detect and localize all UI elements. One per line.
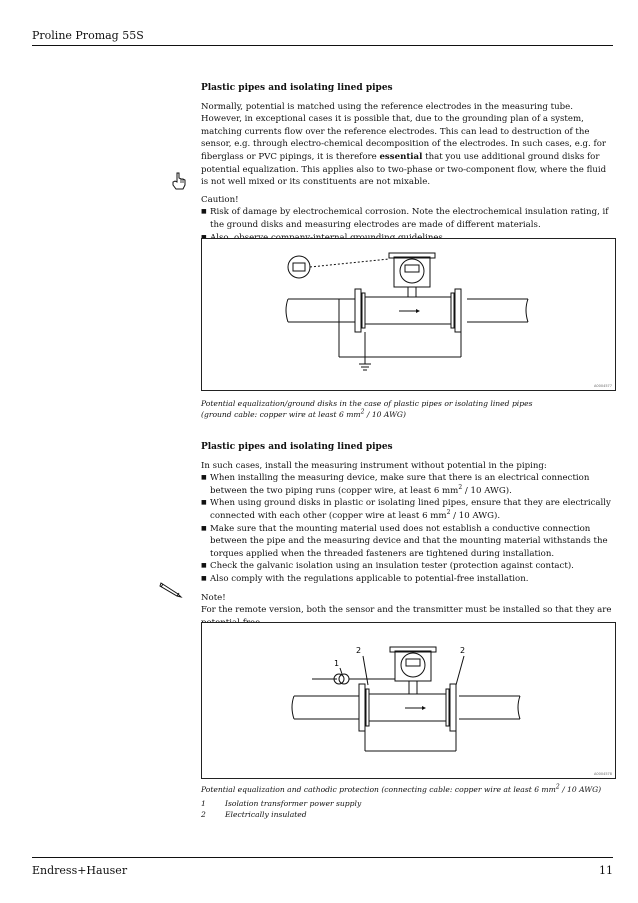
cathodic-protection-diagram	[202, 623, 615, 778]
figure-cathodic-protection	[201, 622, 616, 779]
legend-text: Isolation transformer power supply	[225, 799, 362, 808]
figure-ground-disks	[201, 238, 616, 391]
list-item	[201, 472, 614, 497]
paragraph-text: Normally, potential is matched using the reference electrodes in the measuring tube. However, in exceptional cases it is possible that, due to the grounding plan of a system, matching currents flow over the reference electrodes. This can lead to destruction of the sensor, e.g. through electro-chemical decomposition of the electrodes. In such cases, e.g. for fiberglass or PVC pipings, it is therefore	[201, 101, 606, 162]
header-rule	[32, 45, 613, 46]
caption-superscript: 2	[360, 408, 365, 416]
note-title: Note!	[201, 592, 226, 603]
item-text: When using ground disks in plastic or isolating lined pipes, ensure that they are electrically connected with each other (copper wire at least 6 mm	[210, 498, 611, 521]
caution-title: Caution!	[201, 194, 239, 205]
footer-rule	[32, 857, 613, 858]
callout-label-2-right: 2	[460, 646, 466, 655]
figure-caption	[201, 784, 614, 795]
instruction-list	[201, 472, 614, 585]
page-header-title: Proline Promag 55S	[32, 29, 144, 42]
caption-text: / 10 AWG)	[559, 785, 602, 794]
section-heading: Plastic pipes and isolating lined pipes	[201, 83, 393, 93]
caption-text: / 10 AWG)	[364, 410, 406, 419]
figure-legend	[201, 798, 361, 820]
note-text: For the remote version, both the sensor and the transmitter must be installed so that they are	[201, 605, 612, 616]
legend-item	[201, 809, 361, 820]
legend-number: 1	[201, 799, 206, 808]
section-plastic-pipes-2	[201, 441, 614, 629]
item-text: Check the galvanic isolation using an insulation tester (protection against contact).	[210, 561, 574, 572]
item-superscript: 2	[446, 509, 451, 517]
figure-number: A0004578	[594, 772, 612, 776]
page-number: 11	[599, 864, 613, 877]
item-text: Also comply with the regulations applicable to potential-free installation.	[210, 573, 529, 584]
legend-text: Electrically insulated	[225, 810, 307, 819]
caption-text: (ground cable: copper wire at least 6 mm	[201, 410, 361, 419]
caption-superscript: 2	[555, 783, 560, 791]
ground-disks-diagram	[202, 239, 615, 390]
footer-brand: Endress+Hauser	[32, 864, 128, 877]
caution-item: ■ Risk of damage by electrochemical corrosion. Note the electrochemical insulation rating, if the ground disks and measuring electrodes are made of different materials.	[201, 206, 614, 231]
emphasis-text: essential	[379, 151, 423, 162]
item-text: Make sure that the mounting material used does not establish a conductive connection between the pipe and the measuring device and that the mounting material withstands the torques applied when the threaded fasteners are tightened during installation.	[210, 523, 608, 559]
item-text: When installing the measuring device, make sure that there is an electrical connection between the two piping runs (copper wire, at least 6 mm	[210, 473, 590, 496]
pencil-icon	[158, 580, 184, 600]
item-text: / 10 AWG).	[450, 510, 501, 521]
caption-text: Potential equalization and cathodic protection (connecting cable: copper wire at least 6 mm	[201, 785, 556, 794]
figure-number: A0004577	[594, 384, 612, 388]
caption-line: Potential equalization/ground disks in the case of plastic pipes or isolating lined pipes	[201, 399, 533, 408]
legend-item	[201, 798, 361, 809]
pointing-hand-icon	[170, 172, 188, 192]
section-plastic-pipes-1	[201, 82, 614, 244]
item-superscript: 2	[458, 483, 463, 491]
list-item	[201, 497, 614, 522]
callout-label-1: 1	[334, 659, 340, 668]
legend-number: 2	[201, 810, 206, 819]
list-item	[201, 560, 614, 573]
intro-text: In such cases, install the measuring instrument without potential in the piping:	[201, 460, 547, 471]
callout-label-2-left: 2	[356, 646, 362, 655]
list-item	[201, 523, 614, 561]
section-heading: Plastic pipes and isolating lined pipes	[201, 442, 393, 452]
item-text: / 10 AWG).	[462, 485, 512, 496]
figure-caption	[201, 398, 614, 420]
paragraph-text: that you use additional ground disks for potential equalization. This applies also to two-phase or two-component flow, where the fluid is not well mixed or its constituents are not mixable.	[201, 151, 607, 188]
list-item	[201, 573, 614, 586]
caption-line	[201, 409, 614, 420]
body-paragraph	[201, 101, 614, 189]
